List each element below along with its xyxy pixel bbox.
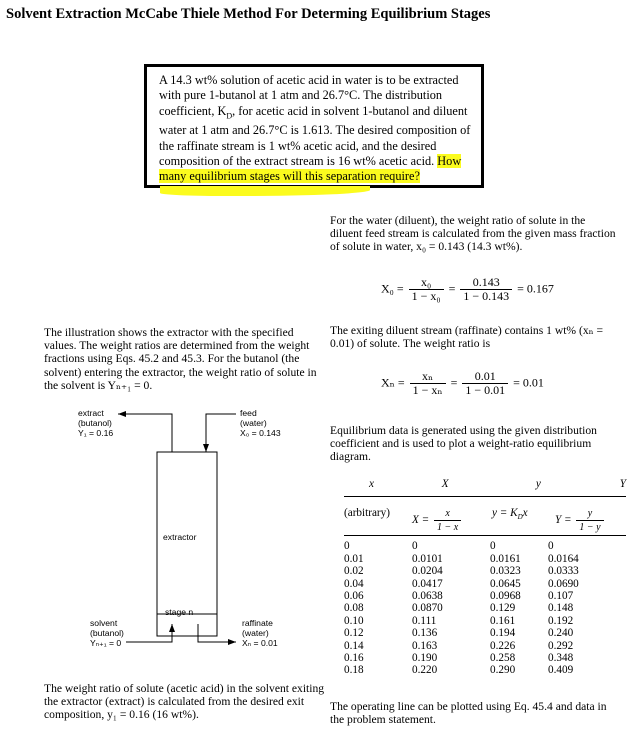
table-cell: 0.08 xyxy=(344,602,364,615)
table-cell: 0.10 xyxy=(344,614,364,627)
table-row xyxy=(344,640,618,652)
table-cell: 0.240 xyxy=(548,627,574,640)
table-cell: 0.02 xyxy=(344,565,364,578)
col-header-X: X xyxy=(441,478,449,490)
table-cell: 0.192 xyxy=(548,614,574,627)
table-cell: 0.0323 xyxy=(490,565,521,578)
table-cell: 0.0204 xyxy=(412,565,443,578)
table-cell: 0.348 xyxy=(548,652,574,665)
table-row xyxy=(344,540,618,552)
highlighted-question: How many equilibrium stages will this separation require? xyxy=(159,153,462,184)
right-paragraph-3: Equilibrium data is generated using the given distribution coefficient and is used to plot a weight-ratio equilibrium diagram. xyxy=(330,424,597,464)
raffinate-label: raffinate (water) Xₙ = 0.01 xyxy=(242,618,278,648)
feed-label: feed (water) X₀ = 0.143 xyxy=(240,408,281,438)
table-cell: 0.0870 xyxy=(412,602,443,615)
table-cell: 0.409 xyxy=(548,664,574,677)
problem-statement-box xyxy=(144,64,484,188)
feed-arrow xyxy=(203,444,209,452)
extract-line xyxy=(118,414,172,452)
table-cell: 0.111 xyxy=(412,614,437,627)
col-header-Y: Y xyxy=(619,478,626,490)
extract-label: extract (butanol) Y₁ = 0.16 xyxy=(78,408,114,438)
table-row xyxy=(344,602,618,614)
right-paragraph-1: For the water (diluent), the weight ratio of solute in the diluent feed stream is calculated from the given mass fraction of solute in water, x₀ = 0.143 (14.3 wt%). xyxy=(330,214,616,254)
table-cell: 0 xyxy=(412,540,418,553)
table-cell: 0.292 xyxy=(548,639,574,652)
solvent-line xyxy=(126,624,172,642)
table-cell: 0.0417 xyxy=(412,577,443,590)
table-cell: 0.14 xyxy=(344,639,364,652)
table-cell: 0.0638 xyxy=(412,590,443,603)
table-cell: 0.01 xyxy=(344,552,364,565)
table-cell: 0.16 xyxy=(344,652,364,665)
table-cell: 0.0690 xyxy=(548,577,579,590)
table-cell: 0.163 xyxy=(412,639,438,652)
solvent-label: solvent (butanol) Yₙ₊₁ = 0 xyxy=(90,618,124,648)
table-row xyxy=(344,565,618,577)
table-cell: 0.148 xyxy=(548,602,574,615)
stage-label: stage n xyxy=(165,607,194,617)
page-title: Solvent Extraction McCabe Thiele Method For Determing Equilibrium Stages xyxy=(6,6,491,22)
table-cell: 0.258 xyxy=(490,652,516,665)
subheader-X: X = $\frac{x}{1 - x}$ xyxy=(412,507,463,534)
table-row xyxy=(344,664,618,676)
table-cell: 0 xyxy=(490,540,496,553)
left-paragraph-1: The illustration shows the extractor with the specified values. The weight ratios are determined from the weight fractions using Eqs. 45.2 and 45.3. For the butanol (the solvent) entering the extractor, the weight ratio of solute in the solvent is Yₙ₊₁ = 0. xyxy=(44,326,317,392)
table-cell: 0.0645 xyxy=(490,577,521,590)
table-cell: 0.0101 xyxy=(412,552,443,565)
subheader-arbitrary: (arbitrary) xyxy=(344,507,390,520)
extract-arrow xyxy=(118,411,126,417)
solvent-arrow xyxy=(169,624,175,632)
right-paragraph-4: The operating line can be plotted using Eq. 45.4 and data in the problem statement. xyxy=(330,700,607,727)
table-cell: 0.0164 xyxy=(548,552,579,565)
raffinate-arrow xyxy=(228,639,236,645)
equation-xn: Xₙ = $\frac{\text{xₙ}}{\text{1 − xₙ}}$ = $\frac{0.01}{1 - 0.01}$ = 0.01 xyxy=(381,369,544,397)
col-header-x: x xyxy=(369,478,374,490)
table-body xyxy=(344,540,618,676)
equilibrium-table xyxy=(344,478,626,677)
col-header-y: y xyxy=(535,478,541,490)
equation-x0: X₀ = $\frac{\text{x₀}}{\text{1 − x₀}}$ = $\frac{0.143}{1 - 0.143}$ = 0.167 xyxy=(381,275,554,303)
problem-text: A 14.3 wt% solution of acetic acid in water is to be extracted with pure 1-butanol at 1 atm and 26.7°C. The distribution coefficient, $K_D$, for acetic acid in solvent 1-butanol and diluent water at 1 atm and 26.7°C is 1.613. The desired composition of the raffinate stream is 1 wt% acetic acid, and the desired composition of the extract stream is 16 wt% acetic acid. How many equilibrium stages will this separation require? xyxy=(159,73,471,184)
table-cell: 0.0968 xyxy=(490,590,521,603)
table-cell: 0.04 xyxy=(344,577,364,590)
highlight-mark xyxy=(160,186,370,196)
table-cell: 0.220 xyxy=(412,664,438,677)
table-row xyxy=(344,627,618,639)
table-row xyxy=(344,652,618,664)
table-cell: 0.194 xyxy=(490,627,516,640)
subheader-y: $y = K_Dx$ xyxy=(492,507,528,522)
left-paragraph-2: The weight ratio of solute (acetic acid) in the solvent exiting the extractor (extract) is calculated from the desired exit composition, y₁ = 0.16 (16 wt%). xyxy=(44,682,325,722)
table-row xyxy=(344,590,618,602)
table-cell: 0.136 xyxy=(412,627,438,640)
table-cell: 0.107 xyxy=(548,590,574,603)
subheader-Y: Y = $\frac{y}{1 - y}$ xyxy=(555,507,606,534)
table-cell: 0.18 xyxy=(344,664,364,677)
table-cell: 0.0161 xyxy=(490,552,521,565)
table-row xyxy=(344,578,618,590)
table-cell: 0.0333 xyxy=(548,565,579,578)
right-paragraph-2: The exiting diluent stream (raffinate) contains 1 wt% (xₙ = 0.01) of solute. The weight ratio is xyxy=(330,324,604,351)
extractor-diagram xyxy=(70,404,330,676)
table-cell: 0.06 xyxy=(344,590,364,603)
table-cell: 0.161 xyxy=(490,614,516,627)
table-cell: 0.290 xyxy=(490,664,516,677)
table-row xyxy=(344,615,618,627)
extractor-label: extractor xyxy=(163,532,197,542)
table-cell: 0.226 xyxy=(490,639,516,652)
table-cell: 0.12 xyxy=(344,627,364,640)
table-row xyxy=(344,553,618,565)
table-cell: 0.129 xyxy=(490,602,516,615)
table-cell: 0 xyxy=(548,540,554,553)
table-cell: 0.190 xyxy=(412,652,438,665)
table-cell: 0 xyxy=(344,540,350,553)
feed-line xyxy=(206,414,236,452)
